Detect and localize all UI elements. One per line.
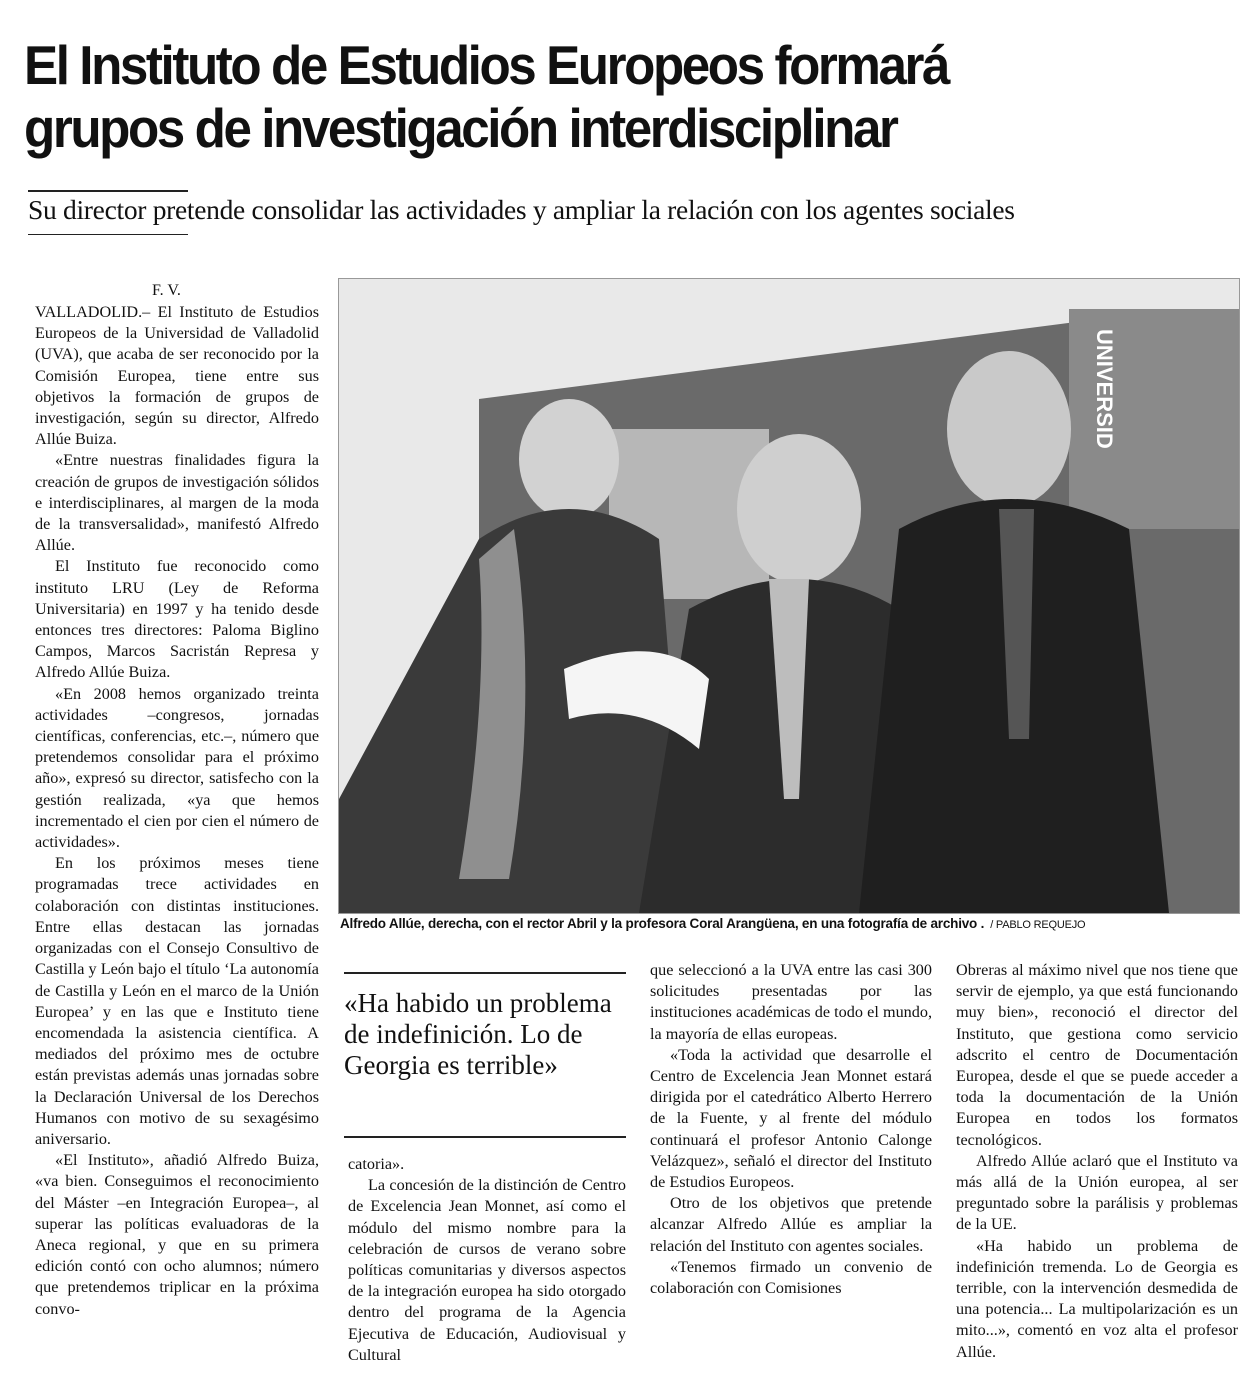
paragraph: VALLADOLID.– El Instituto de Estudios Europeos de la Universidad de Valladolid (UVA), que acaba de ser reconocido por la Comisión Europea, tiene entre sus objetivos la formación de grupos de investigación, según su director, Alfredo Allúe Buiza. — [35, 303, 319, 449]
column-4 — [956, 960, 1238, 1363]
headline-line-2: grupos de investigación interdisciplinar — [24, 97, 897, 159]
pullquote-rule-bottom — [344, 1136, 626, 1138]
column-2 — [348, 1154, 626, 1366]
subheadline-rule — [28, 234, 188, 235]
paragraph: «Entre nuestras finalidades figura la creación de grupos de investigación sólidos e interdisciplinares, al margen de la moda de la transversalidad», manifestó Alfredo Allúe. — [35, 451, 319, 555]
paragraph: «El Instituto», añadió Alfredo Buiza, «va bien. Conseguimos el reconocimiento del Máster –en Integración Europea–, al superar las políticas evaluadoras de la Aneca regional, y que en su primera edición contó con ocho alumnos; número que pretendemos triplicar en la próxima convo- — [35, 1151, 319, 1318]
caption-text: Alfredo Allúe, derecha, con el rector Abril y la profesora Coral Arangüena, en una fotografía de archivo . — [340, 916, 985, 931]
paragraph: que seleccionó a la UVA entre las casi 300 solicitudes presentadas por las instituciones académicas de todo el mundo, la mayoría de ellas europeas. — [650, 961, 932, 1043]
paragraph: «Ha habido un problema de indefinición tremenda. Lo de Georgia es terrible, con la intervención desmedida de una potencia... La multipolarización es un mito...», comentó en voz alta el profesor Allúe. — [956, 1236, 1238, 1361]
headline-rule — [28, 190, 188, 192]
column-3 — [650, 960, 932, 1299]
paragraph: «Tenemos firmado un convenio de colaboración con Comisiones — [650, 1257, 932, 1298]
pullquote-rule-top — [344, 972, 626, 974]
pullquote: «Ha habido un problema de indefinición. Lo de Georgia es terrible» — [344, 988, 612, 1080]
paragraph: Alfredo Allúe aclaró que el Instituto va más allá de la Unión europea, al ser preguntado sobre la parálisis y problemas de la UE. — [956, 1151, 1238, 1234]
byline: F. V. — [152, 282, 181, 299]
paragraph: La concesión de la distinción de Centro de Excelencia Jean Monnet, así como el módulo del mismo nombre para la celebración de cursos de verano sobre políticas comunitarias y diversos aspectos de la integración europea ha sido otorgado dentro del programa de la Agencia Ejecutiva de Educación, Audiovisual y Cultural — [348, 1176, 626, 1364]
photo-illustration — [339, 279, 1239, 913]
paragraph: catoria». — [348, 1155, 405, 1173]
paragraph: «En 2008 hemos organizado treinta actividades –congresos, jornadas científicas, conferencias, etc.–, número que pretendemos consolidar para el próximo año», expresó su director, satisfecho con la gestión realizada, «ya que hemos incrementado el cien por cien el número de actividades». — [35, 684, 319, 852]
photo-badge-text: UNIVERSID — [1092, 329, 1117, 449]
paragraph: En los próximos meses tiene programadas trece actividades en colaboración con distintas instituciones. Entre ellas destacan las jornadas organizadas con el Consejo Consultivo de Castilla y León bajo el título ‘La autonomía de Castilla y León en el marco de la Unión Europea’ y en las que e Instituto tiene encomendada la asistencia científica. A mediados del próximo mes de octubre están previstas además unas jornadas sobre la Declaración Universal de los Derechos Humanos con motivo de su sexagésimo aniversario. — [35, 854, 319, 1148]
headline — [24, 34, 1066, 160]
column-1 — [35, 302, 319, 1320]
photo-credit: / PABLO REQUEJO — [990, 919, 1086, 931]
headline-line-1: El Instituto de Estudios Europeos formará — [24, 34, 948, 96]
paragraph: Obreras al máximo nivel que nos tiene que servir de ejemplo, ya que está funcionando muy bien», reconoció el director del Instituto, que gestiona como servicio adscrito el centro de Documentación Europea, desde el que se puede acceder a toda la documentación de la Unión Europea en todos los formatos tecnológicos. — [956, 961, 1238, 1149]
photo-caption — [340, 916, 1240, 931]
subheadline: Su director pretende consolidar las actividades y ampliar la relación con los agentes sociales — [28, 194, 1015, 225]
paragraph: Otro de los objetivos que pretende alcanzar Alfredo Allúe es ampliar la relación del Instituto con agentes sociales. — [650, 1194, 932, 1255]
paragraph: «Toda la actividad que desarrolle el Centro de Excelencia Jean Monnet estará dirigida por el catedrático Alberto Herrero de la Fuente, y al frente del módulo continuará el profesor Antonio Calonge Velázquez», señaló el director del Instituto de Estudios Europeos. — [650, 1045, 932, 1192]
paragraph: El Instituto fue reconocido como instituto LRU (Ley de Reforma Universitaria) en 1997 y ha tenido desde entonces tres directores: Paloma Biglino Campos, Marcos Sacristán Represa y Alfredo Allúe Buiza. — [35, 557, 319, 682]
article-photo — [338, 278, 1240, 914]
